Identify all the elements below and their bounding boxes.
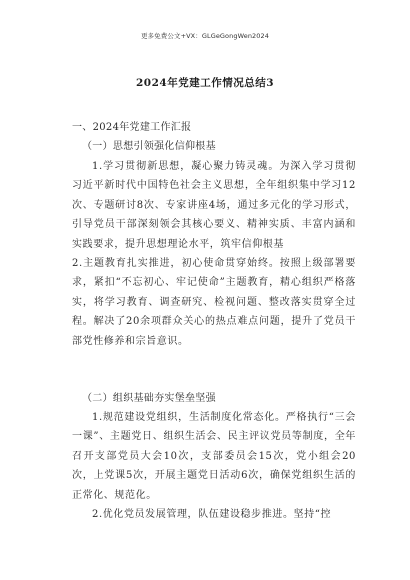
document-title: 2024年党建工作情况总结3 xyxy=(135,77,275,89)
paragraph: 1.规范建设党组织，生活制度化常态化。严格执行“三会一课”、主题党日、组织生活会、民主评议党员等制度，全年召开支部党员大会10次，支部委员会15次，党小组会20次，上党课5次，开展主题党日活动6次，确保党组织生活的正常化、规范化。 xyxy=(72,412,356,501)
paragraph: 1.学习贯彻新思想，凝心聚力铸灵魂。为深入学习贯彻习近平新时代中国特色社会主义思想，全年组织集中学习12次、专题研讨8次、专家讲座4场，通过多元化的学习形式，引导党员干部深刻领会其核心要义、精神实质、丰富内涵和实践要求，提升思想理论水平，筑牢信仰根基 xyxy=(72,161,356,250)
section-heading: 一、2024年党建工作汇报 xyxy=(72,122,192,133)
paragraph: 2.优化党员发展管理，队伍建设稳步推进。坚持“控 xyxy=(92,509,332,520)
subsection-heading: （一）思想引领强化信仰根基 xyxy=(82,141,216,152)
paragraph: 2.主题教育扎实推进，初心使命贯穿始终。按照上级部署要求，紧扣“不忘初心、牢记使命”主题教育，精心组织严格落实，将学习教育、调查研究、检视问题、整改落实贯穿全过程。解决了20余项群众关心的热点难点问题，提升了党员干部党性修养和宗旨意识。 xyxy=(72,258,356,347)
header-note: 更多免费公文+VX：GLGeGongWen2024 xyxy=(140,32,269,40)
subsection-heading: （二）组织基础夯实堡垒坚强 xyxy=(82,393,216,404)
